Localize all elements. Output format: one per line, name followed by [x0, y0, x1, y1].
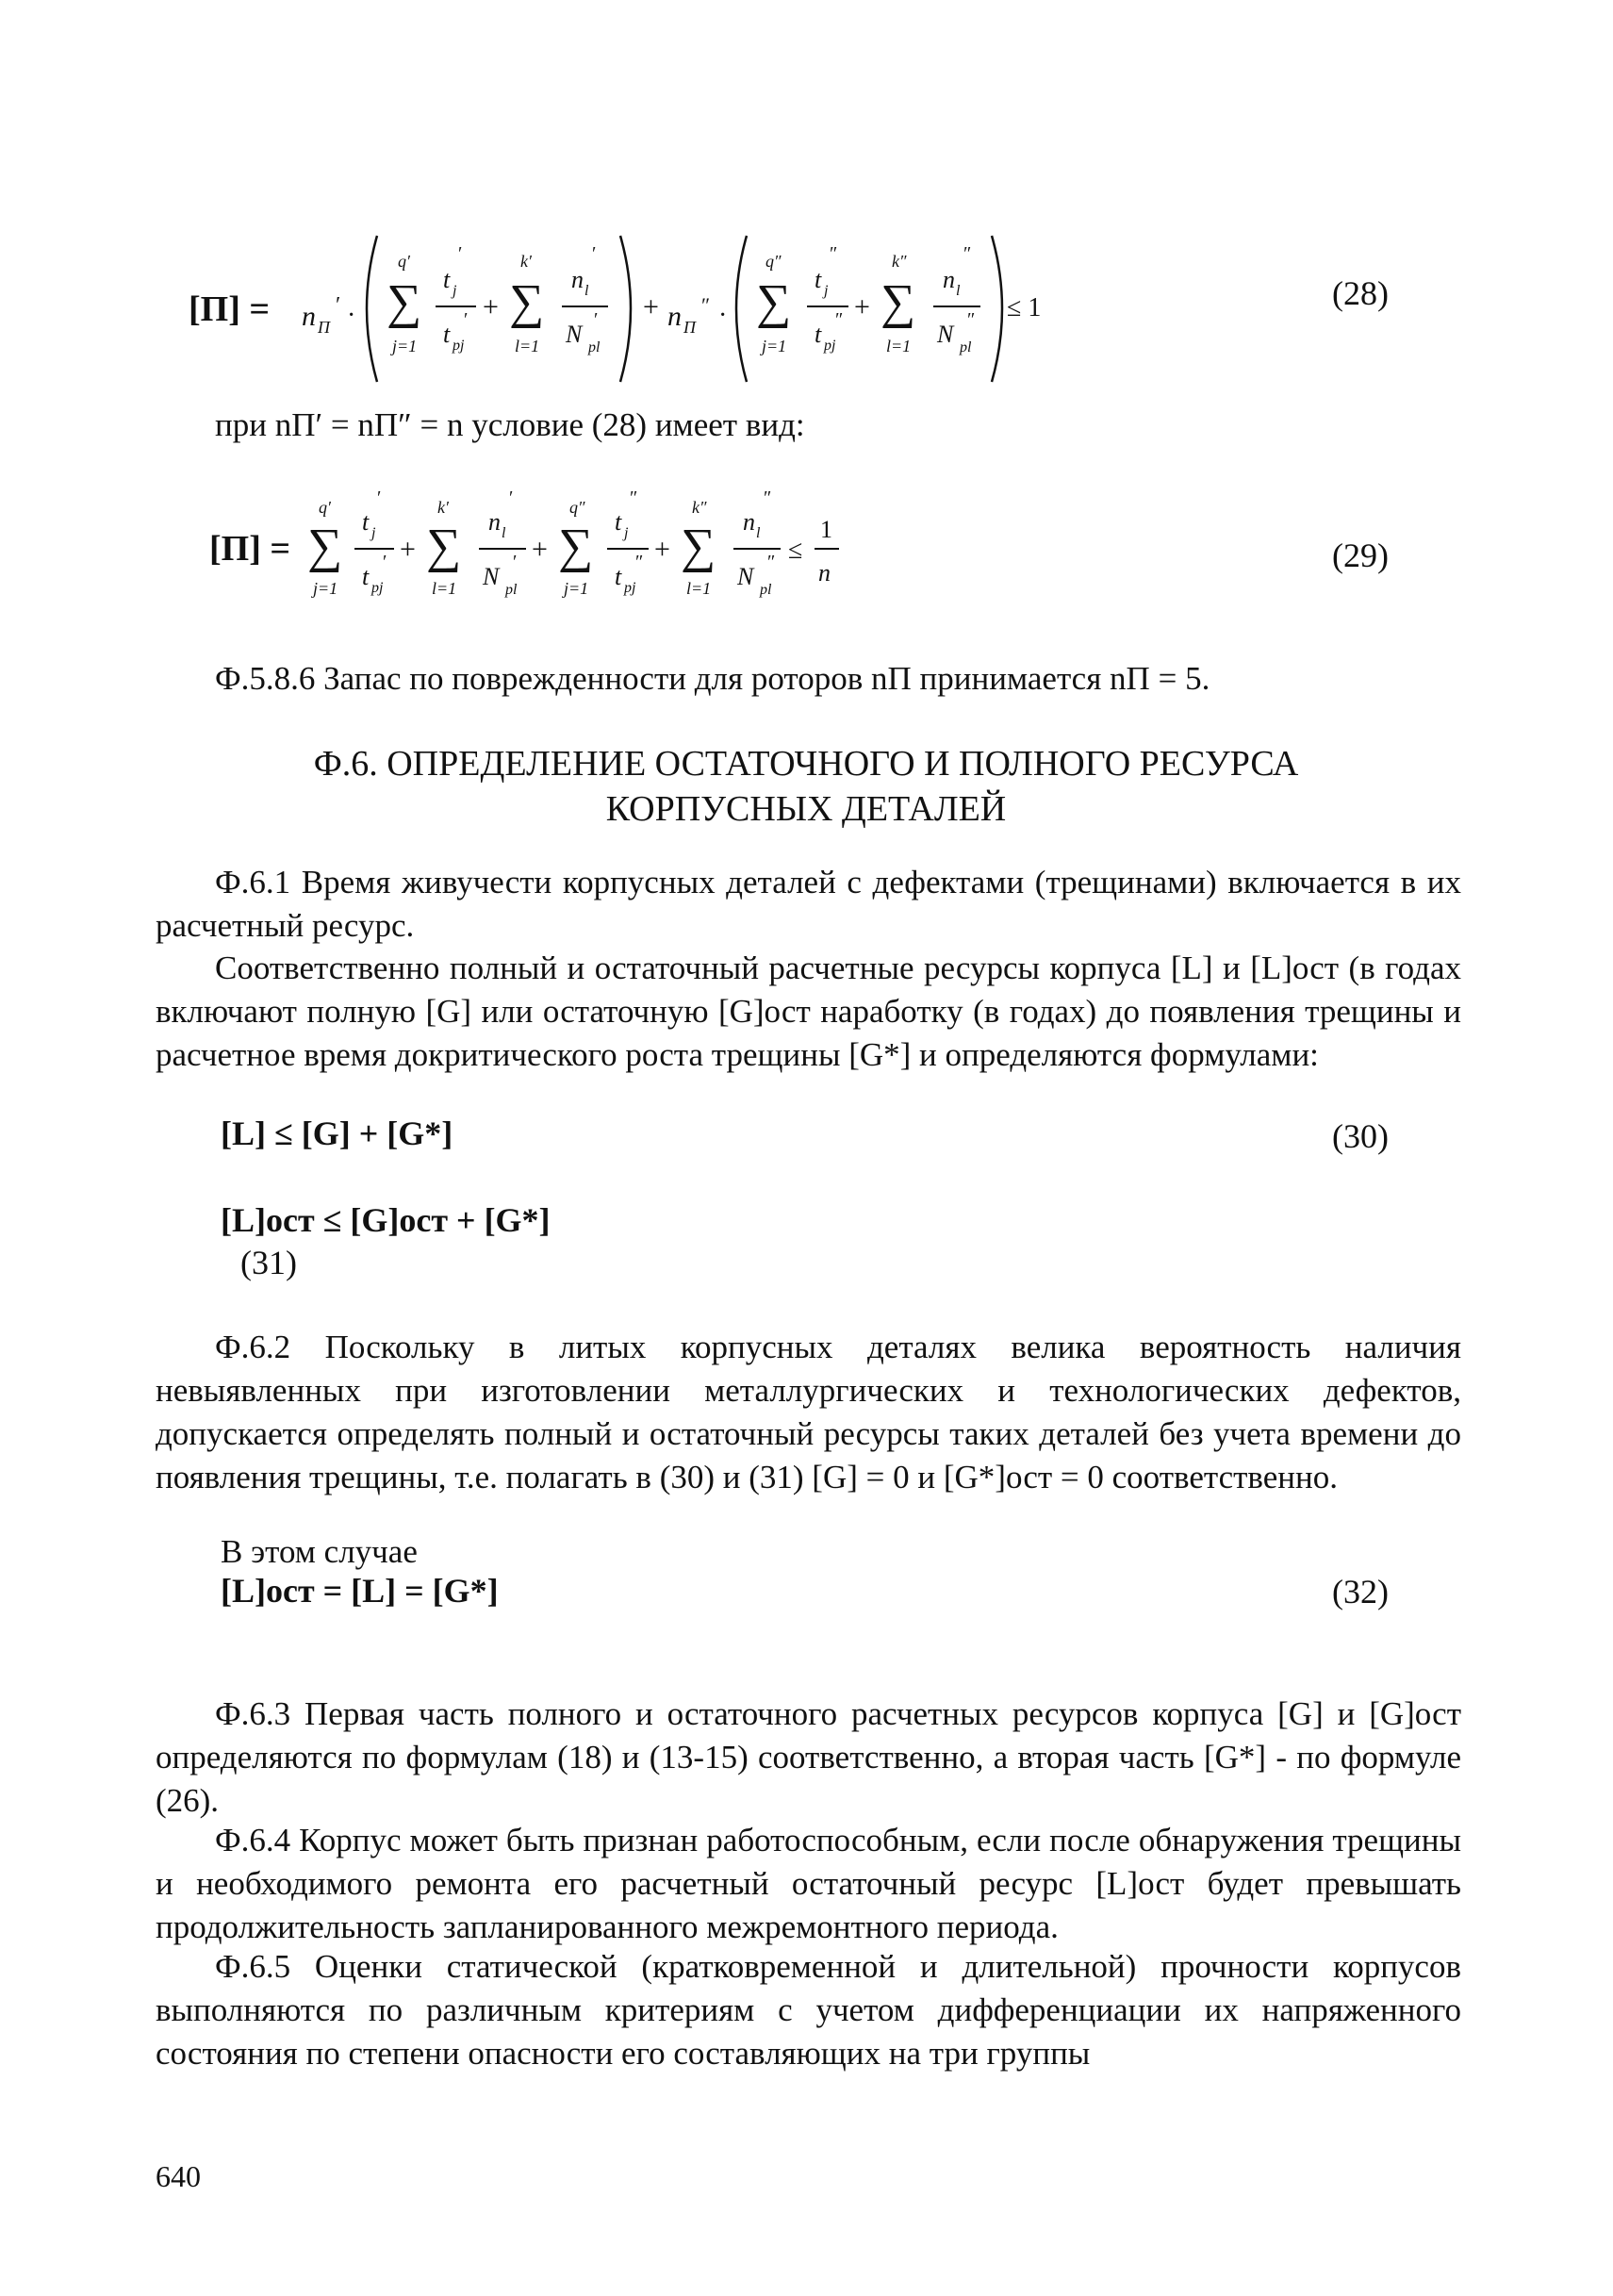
- svg-text:″: ″: [767, 552, 776, 572]
- formula-29: [209, 488, 869, 620]
- svg-text:″: ″: [835, 309, 844, 330]
- svg-text:t: t: [443, 266, 451, 293]
- svg-text:k″: k″: [692, 498, 707, 517]
- svg-text:≤ 1: ≤ 1: [1007, 293, 1042, 322]
- formula-31: [L]ост ≤ [G]ост + [G*]: [221, 1201, 551, 1239]
- svg-text:n: n: [818, 559, 831, 586]
- formula-31-number: (31): [240, 1244, 297, 1281]
- paragraph-6-1-continued: Соответственно полный и остаточный расчетные ресурсы корпуса [L] и [L]ост (в годах включают полную [G] или остаточную [G]ост наработку (в годах) до появления трещины и расчетное время докритического роста трещины [G*] и определяются формулами:: [156, 950, 1461, 1073]
- svg-text:q′: q′: [398, 252, 410, 271]
- svg-text:+: +: [854, 291, 870, 322]
- condition-line: при nП′ = nП″ = n условие (28) имеет вид:: [215, 406, 805, 443]
- svg-text:pl: pl: [960, 339, 972, 355]
- formula-30-number: (30): [1332, 1117, 1389, 1155]
- section-heading-line2: КОРПУСНЫХ ДЕТАЛЕЙ: [605, 789, 1007, 829]
- svg-text:′: ′: [383, 552, 387, 572]
- svg-text:+: +: [532, 534, 548, 565]
- svg-text:pl: pl: [505, 582, 518, 598]
- svg-text:′: ′: [336, 293, 341, 318]
- svg-text:l=1: l=1: [432, 579, 457, 598]
- svg-text:′: ′: [377, 487, 382, 508]
- paragraph-6-4: Ф.6.4 Корпус может быть признан работоспособным, если после обнаружения трещины и необходимого ремонта его расчетный остаточный ресурс [L]ост будет превышать продолжительность запланированного межремонтного периода.: [156, 1822, 1461, 1945]
- svg-text:N: N: [566, 321, 583, 348]
- svg-text:N: N: [937, 321, 954, 348]
- svg-text:∑: ∑: [881, 275, 916, 329]
- formula-30: [L] ≤ [G] + [G*]: [221, 1115, 453, 1152]
- svg-text:t: t: [615, 508, 622, 536]
- svg-text:q″: q″: [569, 498, 585, 517]
- svg-text:l=1: l=1: [886, 337, 912, 355]
- svg-text:t: t: [443, 321, 451, 348]
- formula-28-number: (28): [1332, 274, 1389, 312]
- svg-text:n: n: [571, 266, 584, 293]
- svg-text:pl: pl: [588, 339, 601, 355]
- svg-text:l=1: l=1: [686, 579, 712, 598]
- svg-text:+: +: [400, 534, 416, 565]
- svg-text:″: ″: [963, 243, 972, 264]
- svg-text:″: ″: [635, 552, 644, 572]
- svg-text:+: +: [643, 291, 659, 322]
- svg-text:l: l: [956, 283, 961, 299]
- svg-text:j=1: j=1: [564, 579, 589, 598]
- svg-text:pj: pj: [453, 338, 465, 354]
- svg-text:·: ·: [718, 301, 728, 330]
- svg-text:П: П: [318, 318, 330, 337]
- svg-text:″: ″: [967, 309, 976, 330]
- svg-text:t: t: [615, 563, 622, 590]
- svg-text:+: +: [483, 291, 499, 322]
- svg-text:n: n: [943, 266, 955, 293]
- paragraph-6-5: Ф.6.5 Оценки статической (кратковременной и длительной) прочности корпусов выполняются по различным критериям с учетом дифференциации их напряженного состояния по степени опасности его составляющих на три группы: [156, 1948, 1461, 2072]
- svg-text:t: t: [815, 266, 822, 293]
- page-number: 640: [156, 2159, 201, 2193]
- svg-text:l: l: [584, 283, 589, 299]
- svg-text:∑: ∑: [387, 275, 422, 329]
- svg-text:q″: q″: [765, 252, 782, 271]
- paragraph-6-1: Ф.6.1 Время живучести корпусных деталей с дефектами (трещинами) включается в их расчетный ресурс.: [156, 864, 1461, 944]
- svg-text:≤: ≤: [788, 536, 803, 565]
- svg-text:″: ″: [830, 243, 838, 264]
- paragraph-6-2: Ф.6.2 Поскольку в литых корпусных деталях велика вероятность наличия невыявленных при изготовлении металлургических и технологических дефектов, допускается определять полный и остаточный ресурсы таких деталей без учета времени до появления трещины, т.е. полагать в (30) и (31) [G] = 0 и [G*]ост = 0 соответственно.: [156, 1329, 1461, 1495]
- in-this-case-label: В этом случае: [221, 1533, 418, 1570]
- svg-text:t: t: [362, 563, 370, 590]
- svg-text:∑: ∑: [509, 275, 545, 329]
- svg-text:′: ′: [509, 487, 514, 508]
- svg-text:pl: pl: [760, 582, 772, 598]
- svg-text:j=1: j=1: [392, 337, 418, 355]
- svg-text:k′: k′: [520, 252, 532, 271]
- svg-text:П: П: [683, 318, 696, 337]
- svg-text:j=1: j=1: [313, 579, 338, 598]
- svg-text:q′: q′: [319, 498, 331, 517]
- section-heading-line1: Ф.6. ОПРЕДЕЛЕНИЕ ОСТАТОЧНОГО И ПОЛНОГО РЕСУРСА: [313, 744, 1299, 784]
- svg-text:pj: pj: [824, 338, 836, 354]
- svg-text:k′: k′: [437, 498, 449, 517]
- svg-text:′: ′: [458, 243, 463, 264]
- svg-text:″: ″: [630, 487, 638, 508]
- paragraph-6-3: Ф.6.3 Первая часть полного и остаточного расчетных ресурсов корпуса [G] и [G]ост определяются по формулам (18) и (13-15) соответственно, а вторая часть [G*] - по формуле (26).: [156, 1695, 1461, 1819]
- svg-text:n: n: [743, 508, 755, 536]
- svg-text:′: ′: [513, 552, 518, 572]
- svg-text:′: ′: [464, 309, 469, 330]
- svg-text:t: t: [362, 508, 370, 536]
- svg-text:″: ″: [764, 487, 772, 508]
- svg-text:′: ′: [594, 309, 599, 330]
- svg-text:j: j: [453, 283, 457, 299]
- svg-text:+: +: [654, 534, 670, 565]
- svg-text:l: l: [756, 525, 761, 541]
- svg-text:j: j: [624, 525, 629, 541]
- svg-text:pj: pj: [371, 580, 384, 596]
- svg-text:∑: ∑: [558, 520, 594, 573]
- formula-32-number: (32): [1332, 1573, 1389, 1611]
- svg-text:″: ″: [701, 293, 711, 317]
- svg-text:t: t: [815, 321, 822, 348]
- svg-text:[П] =: [П] =: [209, 529, 291, 569]
- formula-32: [L]ост = [L] = [G*]: [221, 1572, 499, 1610]
- svg-text:N: N: [483, 563, 500, 590]
- svg-text:·: ·: [347, 301, 356, 330]
- svg-text:j=1: j=1: [762, 337, 787, 355]
- section-heading: [156, 741, 1457, 832]
- formula-28: [189, 222, 1042, 396]
- svg-text:pj: pj: [624, 580, 636, 596]
- svg-text:l=1: l=1: [515, 337, 540, 355]
- svg-text:l: l: [502, 525, 506, 541]
- svg-text:′: ′: [592, 243, 597, 264]
- svg-text:j: j: [371, 525, 376, 541]
- svg-text:[П] =: [П] =: [189, 289, 271, 329]
- formula-29-number: (29): [1332, 537, 1389, 574]
- svg-text:∑: ∑: [756, 275, 792, 329]
- svg-text:N: N: [737, 563, 754, 590]
- svg-text:j: j: [824, 283, 829, 299]
- svg-text:1: 1: [820, 516, 832, 543]
- svg-text:∑: ∑: [307, 520, 343, 573]
- svg-text:n: n: [667, 301, 682, 332]
- svg-text:n: n: [488, 508, 501, 536]
- paragraph-5-8-6: Ф.5.8.6 Запас по поврежденности для роторов nП принимается nП = 5.: [215, 660, 1210, 697]
- svg-text:∑: ∑: [426, 520, 462, 573]
- svg-text:k″: k″: [892, 252, 907, 271]
- svg-text:∑: ∑: [681, 520, 716, 573]
- svg-text:n: n: [302, 301, 316, 332]
